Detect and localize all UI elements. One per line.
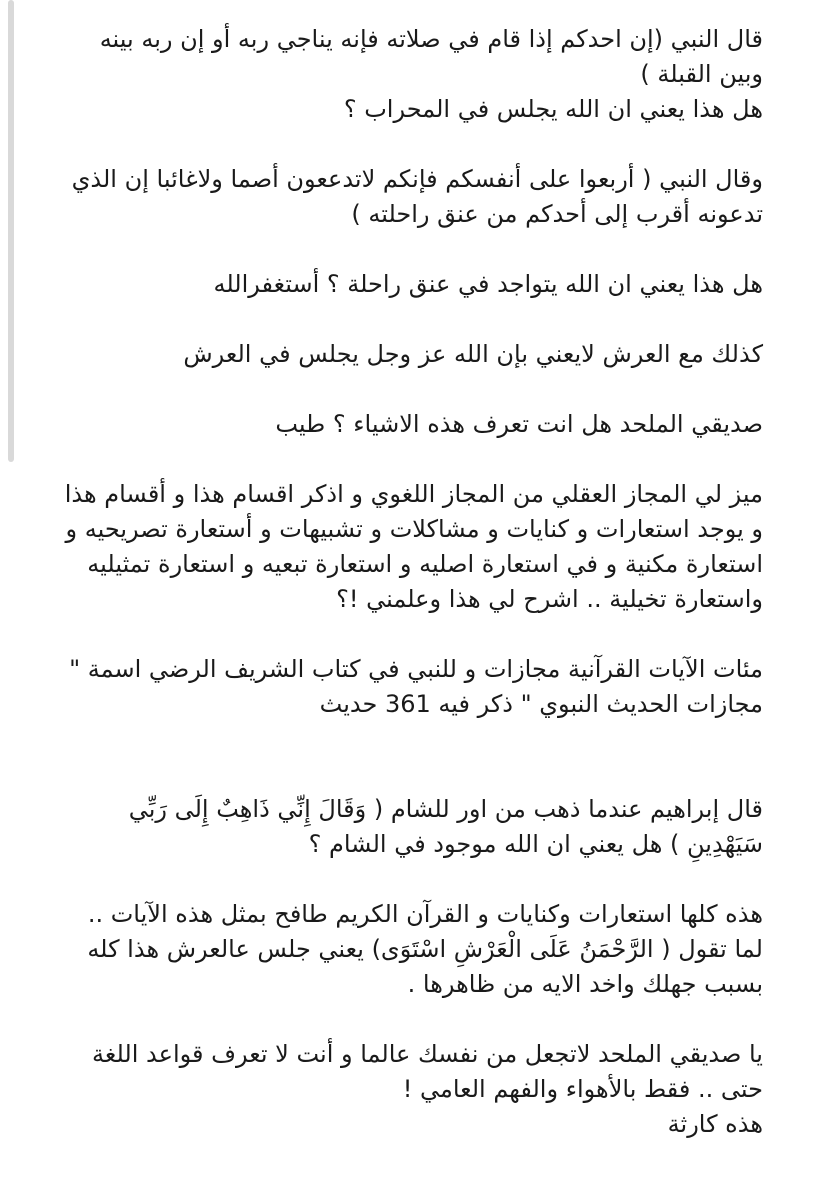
paragraph bbox=[60, 477, 763, 617]
text-line: ميز لي المجاز العقلي من المجاز اللغوي و اذكر اقسام هذا و أقسام هذا و يوجد استعارات و كنايات و مشاكلات و تشبيهات و أستعارة تصريحيه و استعارة مكنية و في استعارة اصليه و استعارة تبعيه و استعارة تمثيليه واستعارة تخيلية .. اشرح لي هذا وعلمني !؟ bbox=[64, 480, 763, 613]
text-line: هذه كارثة bbox=[667, 1110, 763, 1138]
text-line: هل هذا يعني ان الله يتواجد في عنق راحلة ؟ أستغفرالله bbox=[213, 270, 763, 298]
paragraph bbox=[60, 897, 763, 1002]
scrollbar[interactable] bbox=[8, 0, 14, 462]
paragraph bbox=[60, 337, 763, 372]
text-line: هذه كلها استعارات وكنايات و القرآن الكريم طافح بمثل هذه الآيات .. لما تقول ( الرَّحْمَنُ عَلَى الْعَرْشِ اسْتَوَى) يعني جلس عالعرش هذا كله بسبب جهلك واخد الايه من ظاهرها . bbox=[87, 900, 763, 998]
paragraph bbox=[60, 267, 763, 302]
text-line: يا صديقي الملحد لاتجعل من نفسك عالما و أنت لا تعرف قواعد اللغة حتى .. فقط بالأهواء والفهم العامي ! bbox=[92, 1040, 763, 1103]
paragraph bbox=[60, 652, 763, 722]
post-text bbox=[60, 22, 763, 1142]
text-line: قال إبراهيم عندما ذهب من اور للشام ( وَقَالَ إِنِّي ذَاهِبٌ إِلَى رَبِّي سَيَهْدِينِ ) هل يعني ان الله موجود في الشام ؟ bbox=[128, 795, 763, 858]
paragraph bbox=[60, 407, 763, 442]
paragraph bbox=[60, 1037, 763, 1142]
text-line: صديقي الملحد هل انت تعرف هذه الاشياء ؟ طيب bbox=[275, 410, 763, 438]
text-line: كذلك مع العرش لايعني بإن الله عز وجل يجلس في العرش bbox=[183, 340, 763, 368]
paragraph bbox=[60, 792, 763, 862]
paragraph bbox=[60, 162, 763, 232]
text-line: مئات الآيات القرآنية مجازات و للنبي في كتاب الشريف الرضي اسمة " مجازات الحديث النبوي " ذكر فيه 361 حديث bbox=[69, 655, 763, 718]
text-line: قال النبي (إن احدكم إذا قام في صلاته فإنه يناجي ربه أو إن ربه بينه وبين القبلة ) bbox=[99, 25, 763, 88]
paragraph bbox=[60, 22, 763, 127]
text-line: وقال النبي ( أربعوا على أنفسكم فإنكم لاتدععون أصما ولاغائبا إن الذي تدعونه أقرب إلى أحدكم من عنق راحلته ) bbox=[71, 165, 763, 228]
text-line: هل هذا يعني ان الله يجلس في المحراب ؟ bbox=[343, 95, 763, 123]
